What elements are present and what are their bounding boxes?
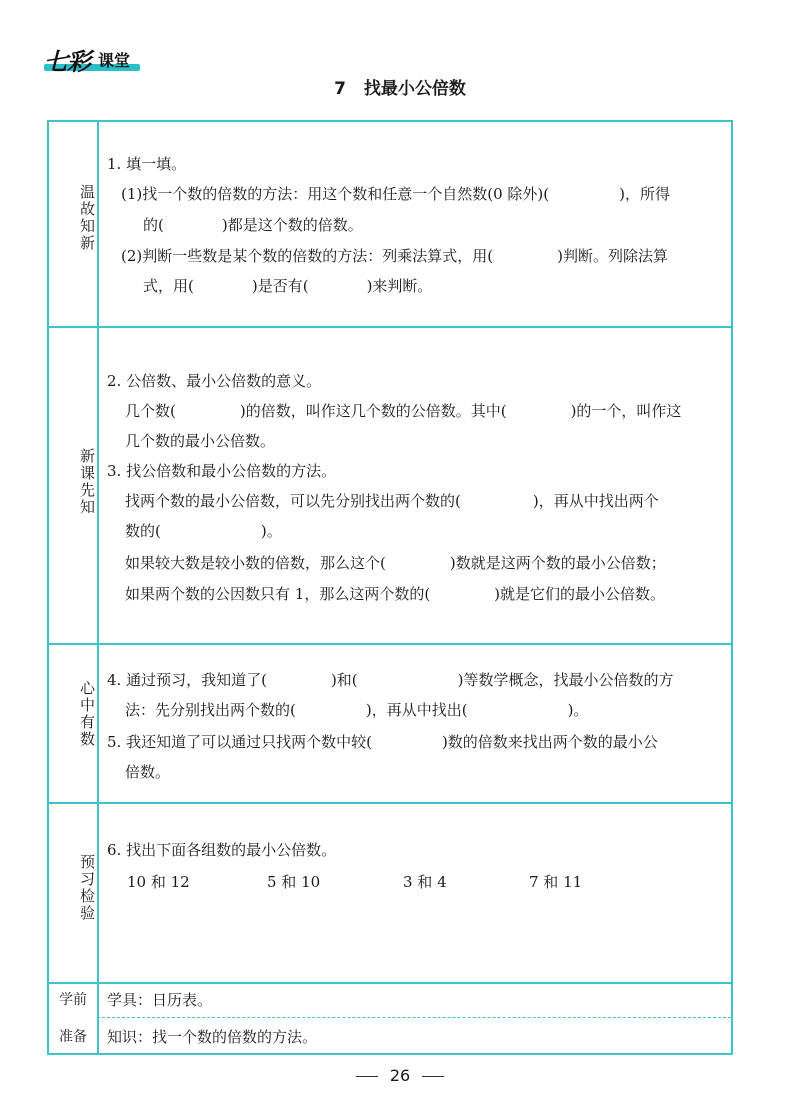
brand-logo [44, 42, 144, 76]
question-1-2-line2: 式，用( )是否有( )来判断。 [143, 277, 433, 295]
section-label-new-lesson: 新课先知 [78, 448, 96, 516]
question-4-line1: 4. 通过预习，我知道了( )和( )等数学概念，找最小公倍数的方 [107, 671, 674, 689]
page-footer [0, 1066, 800, 1085]
page-title [0, 74, 800, 99]
question-2: 2. 公倍数、最小公倍数的意义。 [107, 372, 322, 390]
question-3-line4: 如果两个数的公因数只有 1，那么这两个数的( )就是它们的最小公倍数。 [125, 585, 666, 603]
question-3-line1: 找两个数的最小公倍数，可以先分别找出两个数的( )，再从中找出两个 [125, 492, 659, 510]
question-3: 3. 找公倍数和最小公倍数的方法。 [107, 462, 337, 480]
footer-dash-right [422, 1076, 444, 1077]
brand-script: 七彩 [44, 47, 90, 76]
prep-divider [97, 1017, 731, 1018]
question-2-line1: 几个数( )的倍数，叫作这几个数的公倍数。其中( )的一个，叫作这 [125, 402, 682, 420]
page-number: 26 [389, 1066, 411, 1085]
number-pair: 10 和 12 [127, 873, 190, 891]
question-2-line2: 几个数的最小公倍数。 [125, 432, 276, 450]
prep-tools: 学具：日历表。 [107, 991, 213, 1009]
section-label-check: 预习检验 [78, 854, 96, 922]
section-label-prep-2: 准备 [59, 1029, 87, 1045]
question-3-line3: 如果较大数是较小数的倍数，那么这个( )数就是这两个数的最小公倍数； [125, 554, 666, 572]
section-divider [49, 326, 731, 328]
section-label-prep-1: 学前 [59, 992, 87, 1008]
question-1-1-line2: 的( )都是这个数的倍数。 [143, 216, 363, 234]
question-1-1-line1: (1)找一个数的倍数的方法：用这个数和任意一个自然数(0 除外)( )，所得 [121, 185, 670, 203]
lesson-title: 找最小公倍数 [363, 79, 466, 99]
section-label-in-mind: 心中有数 [78, 680, 96, 748]
section-divider [49, 643, 731, 645]
worksheet-frame [47, 120, 733, 1055]
question-1: 1. 填一填。 [107, 155, 187, 173]
number-pair: 3 和 4 [403, 873, 447, 891]
question-1-2-line1: (2)判断一些数是某个数的倍数的方法：列乘法算式，用( )判断。列除法算 [121, 247, 668, 265]
section-divider [49, 802, 731, 804]
lesson-number: 7 [334, 79, 346, 99]
footer-dash-left [356, 1076, 378, 1077]
question-5-line2: 倍数。 [125, 763, 171, 781]
brand-text: 课堂 [98, 51, 131, 70]
question-3-line2: 数的( )。 [125, 522, 282, 540]
prep-knowledge: 知识：找一个数的倍数的方法。 [107, 1028, 318, 1046]
number-pair: 7 和 11 [529, 873, 583, 891]
number-pair: 5 和 10 [267, 873, 321, 891]
section-label-review: 温故知新 [78, 184, 96, 252]
question-4-line2: 法：先分别找出两个数的( )，再从中找出( )。 [125, 701, 589, 719]
question-6: 6. 找出下面各组数的最小公倍数。 [107, 841, 337, 859]
question-5-line1: 5. 我还知道了可以通过只找两个数中较( )数的倍数来找出两个数的最小公 [107, 733, 658, 751]
section-divider [49, 982, 731, 984]
